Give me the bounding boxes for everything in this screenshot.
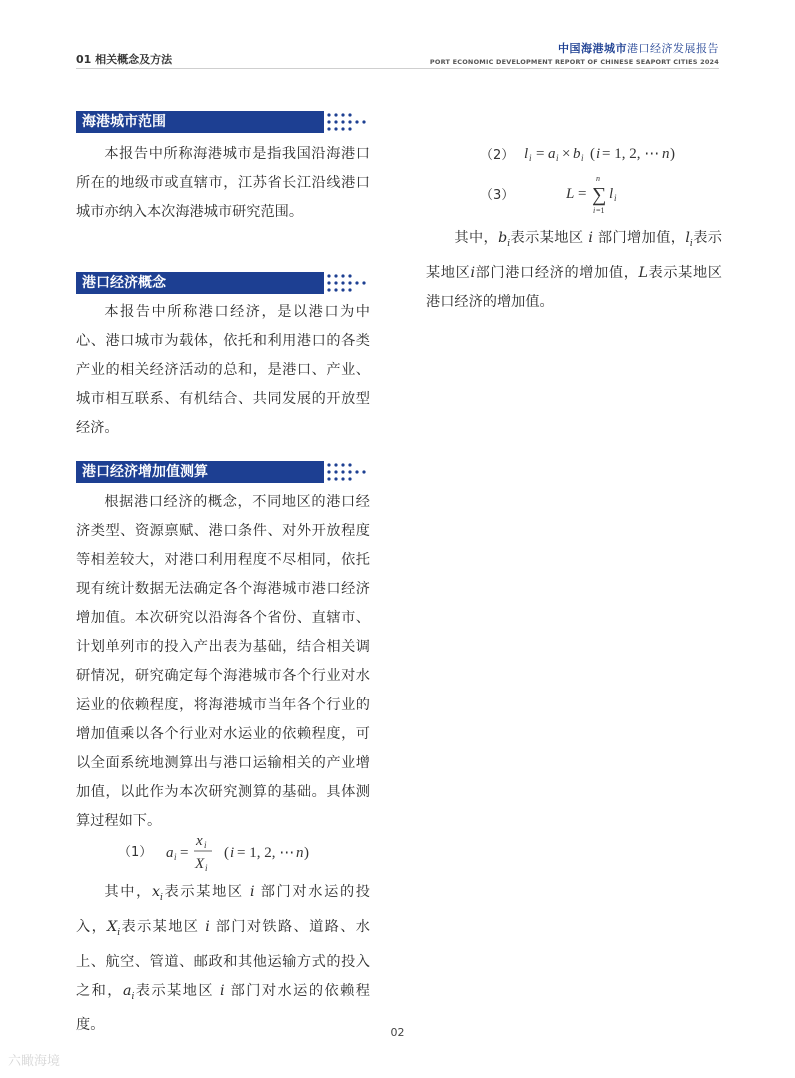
- report-title-rest: 港口经济发展报告: [627, 42, 719, 55]
- text: 其中，: [454, 230, 499, 246]
- svg-text:a: a: [548, 146, 556, 162]
- var-i: i: [249, 884, 255, 900]
- svg-text:n: n: [296, 845, 304, 861]
- svg-text:i: i: [230, 845, 235, 861]
- report-title-bold: 中国海港城市: [558, 42, 627, 55]
- section-heading: [76, 461, 370, 483]
- svg-text:i: i: [556, 153, 559, 163]
- formula-number: （2）: [480, 148, 515, 163]
- svg-text:=: =: [536, 146, 545, 162]
- text: 表示某地区: [510, 230, 584, 246]
- formula-2-3-explanation: [426, 224, 722, 317]
- svg-text:(: (: [590, 146, 595, 162]
- svg-text:i: i: [581, 153, 584, 163]
- svg-text:i: i: [204, 840, 207, 850]
- paragraph: 本报告中所称海港城市是指我国沿海港口所在的地级市或直辖市，江苏省长江沿线港口城市亦纳入本次海港城市研究范围。: [76, 146, 370, 220]
- svg-text:∑: ∑: [592, 184, 607, 206]
- watermark: 六瞰海境: [8, 1054, 61, 1069]
- var-l: $l_i$: [685, 230, 693, 249]
- var-i: i: [470, 264, 475, 281]
- formula-1-explanation: [76, 878, 370, 1040]
- text: 表示某地区: [134, 982, 215, 999]
- svg-text:b: b: [573, 146, 581, 162]
- formula-number: （3）: [480, 188, 515, 203]
- paragraph: 根据港口经济的概念，不同地区的港口经济类型、资源禀赋、港口条件、对外开放程度等相差较大，对港口利用程度不尽相同，依托现有统计数据无法确定各个海港城市港口经济增加值。本次研究以沿海各个省份、直辖市、计划单列市的投入产出表为基础，结合相关调研情况，研究确定每个海港城市各个行业对水运业的依赖程度，将海港城市当年各个行业的增加值乘以各个行业对水运业的依赖程度，可以全面系统地测算出与港口运输相关的产业增加值，以此作为本次研究测算的基础。具体测算过程如下。: [76, 494, 370, 829]
- dots-decoration-icon: [326, 272, 370, 294]
- formula-2: [480, 140, 720, 166]
- formula-number: （1）: [118, 845, 153, 860]
- svg-text:): ): [670, 146, 675, 162]
- paragraph: 本报告中所称港口经济，是以港口为中心、港口城市为载体，依托和利用港口的各类产业的相关经济活动的总和，是港口、产业、城市相互联系、有机结合、共同发展的开放型经济。: [76, 304, 370, 436]
- formula-3-expression: [566, 172, 686, 216]
- svg-text:(: (: [224, 845, 229, 861]
- text: 部门港口经济的增加值，: [474, 264, 639, 281]
- formula-1-expression: [166, 830, 366, 874]
- var-X: $X_i$: [107, 918, 121, 938]
- var-i: i: [205, 918, 210, 935]
- svg-text:=: =: [180, 845, 189, 861]
- text: 表示某地区: [120, 918, 200, 935]
- header-divider: [76, 68, 719, 69]
- section-header: 01 相关概念及方法: [76, 53, 173, 66]
- text: 表示某地区: [162, 884, 244, 900]
- svg-text:l: l: [609, 186, 614, 202]
- page-number: 02: [390, 1026, 405, 1039]
- var-b: $b_i$: [498, 230, 511, 249]
- dots-decoration-icon: [326, 461, 370, 483]
- text: 部门对水运的依赖程度。: [76, 982, 370, 1034]
- var-i: i: [588, 230, 593, 246]
- text: 表示某地区: [426, 230, 722, 281]
- svg-text:x: x: [196, 833, 203, 849]
- svg-text:i: i: [174, 852, 177, 862]
- text: 其中，: [104, 884, 152, 900]
- dots-decoration-icon: [326, 111, 370, 133]
- section-title: 港口经济概念: [76, 272, 324, 294]
- svg-text:): ): [304, 845, 309, 861]
- svg-text:l: l: [524, 146, 529, 162]
- svg-text:=: =: [578, 186, 587, 202]
- report-title-header: [430, 40, 719, 66]
- section-title: 港口经济增加值测算: [76, 461, 324, 483]
- var-L: L: [638, 264, 648, 281]
- text: 部门对水运的投入，: [76, 884, 370, 935]
- formula-1: [118, 830, 368, 874]
- report-title-en: PORT ECONOMIC DEVELOPMENT REPORT OF CHINESE SEAPORT CITIES 2024: [429, 58, 719, 66]
- section-heading: [76, 272, 370, 294]
- svg-text:= 1, 2, ⋯: = 1, 2, ⋯: [602, 146, 660, 162]
- section-title: 海港城市范围: [76, 111, 324, 133]
- text: 表示某地区港口经济的增加值。: [426, 264, 722, 310]
- svg-text:a: a: [166, 845, 174, 861]
- svg-text:n: n: [662, 146, 670, 162]
- section-heading: [76, 111, 370, 133]
- svg-text:i: i: [614, 193, 617, 203]
- svg-text:=1: =1: [596, 206, 605, 215]
- svg-text:i: i: [593, 206, 596, 215]
- svg-text:X: X: [195, 856, 205, 872]
- formula-2-expression: [524, 140, 720, 166]
- text: 部门增加值，: [597, 230, 686, 246]
- text: 部门对铁路、道路、水上、航空、管道、邮政和其他运输方式的投入之和，: [76, 918, 370, 999]
- svg-text:n: n: [596, 174, 600, 183]
- svg-text:L: L: [566, 186, 575, 202]
- svg-text:i: i: [529, 153, 532, 163]
- var-i: i: [220, 982, 225, 999]
- var-a: $a_i$: [122, 982, 135, 1002]
- svg-text:= 1, 2, ⋯: = 1, 2, ⋯: [237, 845, 295, 861]
- var-x: $x_i$: [151, 884, 163, 903]
- svg-text:×: ×: [562, 146, 571, 162]
- svg-text:i: i: [596, 146, 601, 162]
- svg-text:i: i: [205, 863, 208, 873]
- formula-3: [480, 172, 720, 216]
